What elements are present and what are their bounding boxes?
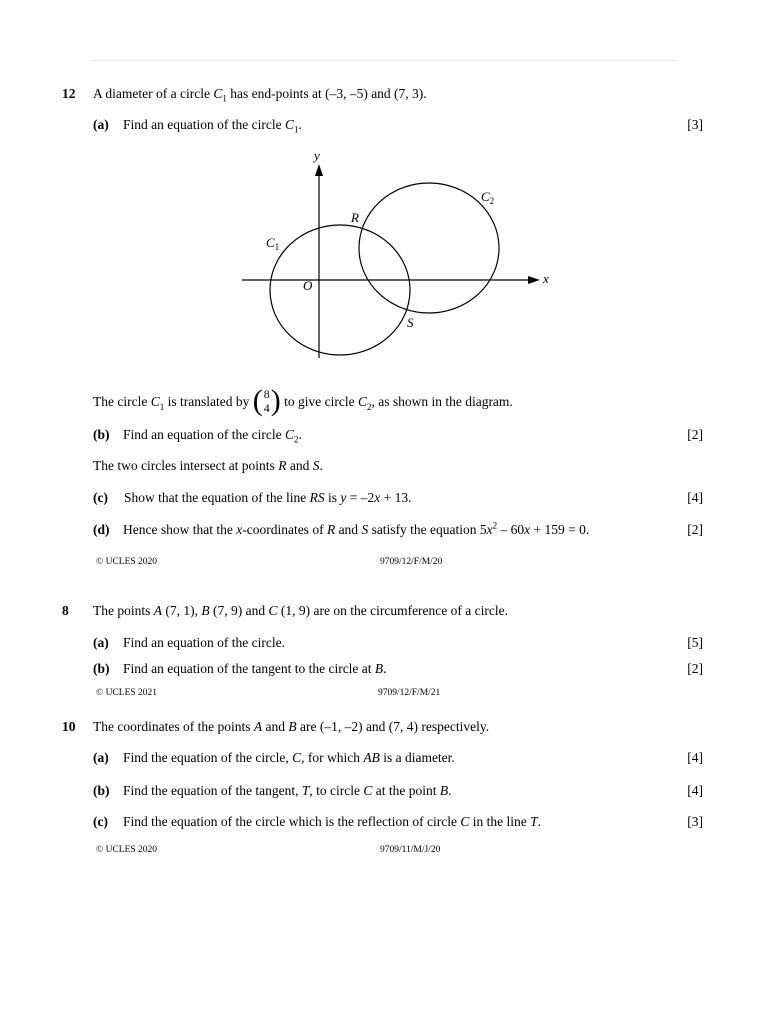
q12-intersect-text: The two circles intersect at points R and S.	[93, 458, 323, 473]
q8a-text: Find an equation of the circle.	[123, 635, 285, 650]
q12a-marks: [3]	[687, 117, 703, 132]
q10a-text: Find the equation of the circle, C, for which AB is a diameter.	[123, 750, 455, 765]
translation-vector: (8 4)	[252, 384, 281, 417]
q12b-marks: [2]	[687, 427, 703, 442]
q12-paper-code: 9709/12/F/M/20	[380, 557, 443, 567]
c2-label: $C_2$	[481, 189, 495, 206]
q12a-label: (a)	[93, 117, 109, 132]
q12-translation-text: The circle $C_1$ is translated by (8 4) to give circle $C_2$, as shown in the diagram.	[93, 384, 513, 417]
question-12-stem: A diameter of a circle $C_1$ has end-points at (–3, –5) and (7, 3).	[93, 86, 427, 104]
q10b-marks: [4]	[687, 783, 703, 798]
question-10-stem: The coordinates of the points A and B are (–1, –2) and (7, 4) respectively.	[93, 719, 490, 734]
q12c-label: (c)	[93, 490, 108, 505]
q8-copyright: © UCLES 2021	[96, 688, 158, 698]
q12c-text: Show that the equation of the line RS is y = –2x + 13.	[124, 490, 412, 505]
q12d-marks: [2]	[687, 522, 703, 537]
q8b-label: (b)	[93, 661, 110, 676]
q12-copyright: © UCLES 2020	[96, 557, 158, 567]
q10a-marks: [4]	[687, 750, 703, 765]
q10b-text: Find the equation of the tangent, T, to circle C at the point B.	[123, 783, 452, 798]
q8a-marks: [5]	[687, 635, 703, 650]
q12a-text: Find an equation of the circle $C_1$.	[123, 117, 302, 135]
q10c-marks: [3]	[687, 814, 703, 829]
x-axis-arrow-icon	[528, 276, 540, 284]
q8b-text: Find an equation of the tangent to the circle at B.	[123, 661, 387, 676]
q10c-text: Find the equation of the circle which is the reflection of circle C in the line T.	[123, 814, 542, 829]
question-12-number: 12	[62, 86, 76, 101]
top-rule	[90, 60, 678, 61]
c1-label: $C_1$	[266, 235, 280, 252]
q12d-label: (d)	[93, 522, 110, 537]
q10b-label: (b)	[93, 783, 110, 798]
q12d-text: Hence show that the x-coordinates of R and S satisfy the equation $5x^2 - 60x + 159 = 0$.	[123, 520, 590, 537]
origin-label: O	[303, 278, 313, 293]
q10-copyright: © UCLES 2020	[96, 845, 158, 855]
question-10-number: 10	[62, 719, 76, 734]
y-axis-arrow-icon	[315, 164, 323, 176]
q8-paper-code: 9709/12/F/M/21	[378, 688, 441, 698]
circle-c2	[359, 183, 499, 313]
q12c-marks: [4]	[687, 490, 703, 505]
q12b-text: Find an equation of the circle $C_2$.	[123, 427, 302, 445]
q10c-label: (c)	[93, 814, 108, 829]
point-s-label: S	[407, 315, 414, 330]
circles-diagram	[230, 140, 560, 370]
circle-c1	[270, 225, 410, 355]
q10a-label: (a)	[93, 750, 109, 765]
x-axis-label: x	[543, 271, 549, 286]
q8a-label: (a)	[93, 635, 109, 650]
q12b-label: (b)	[93, 427, 110, 442]
question-8-stem: The points A (7, 1), B (7, 9) and C (1, 9) are on the circumference of a circle.	[93, 603, 508, 618]
q8b-marks: [2]	[687, 661, 703, 676]
question-8-number: 8	[62, 603, 69, 618]
y-axis-label: y	[314, 148, 320, 163]
q10-paper-code: 9709/11/M/J/20	[380, 845, 441, 855]
point-r-label: R	[351, 210, 359, 225]
